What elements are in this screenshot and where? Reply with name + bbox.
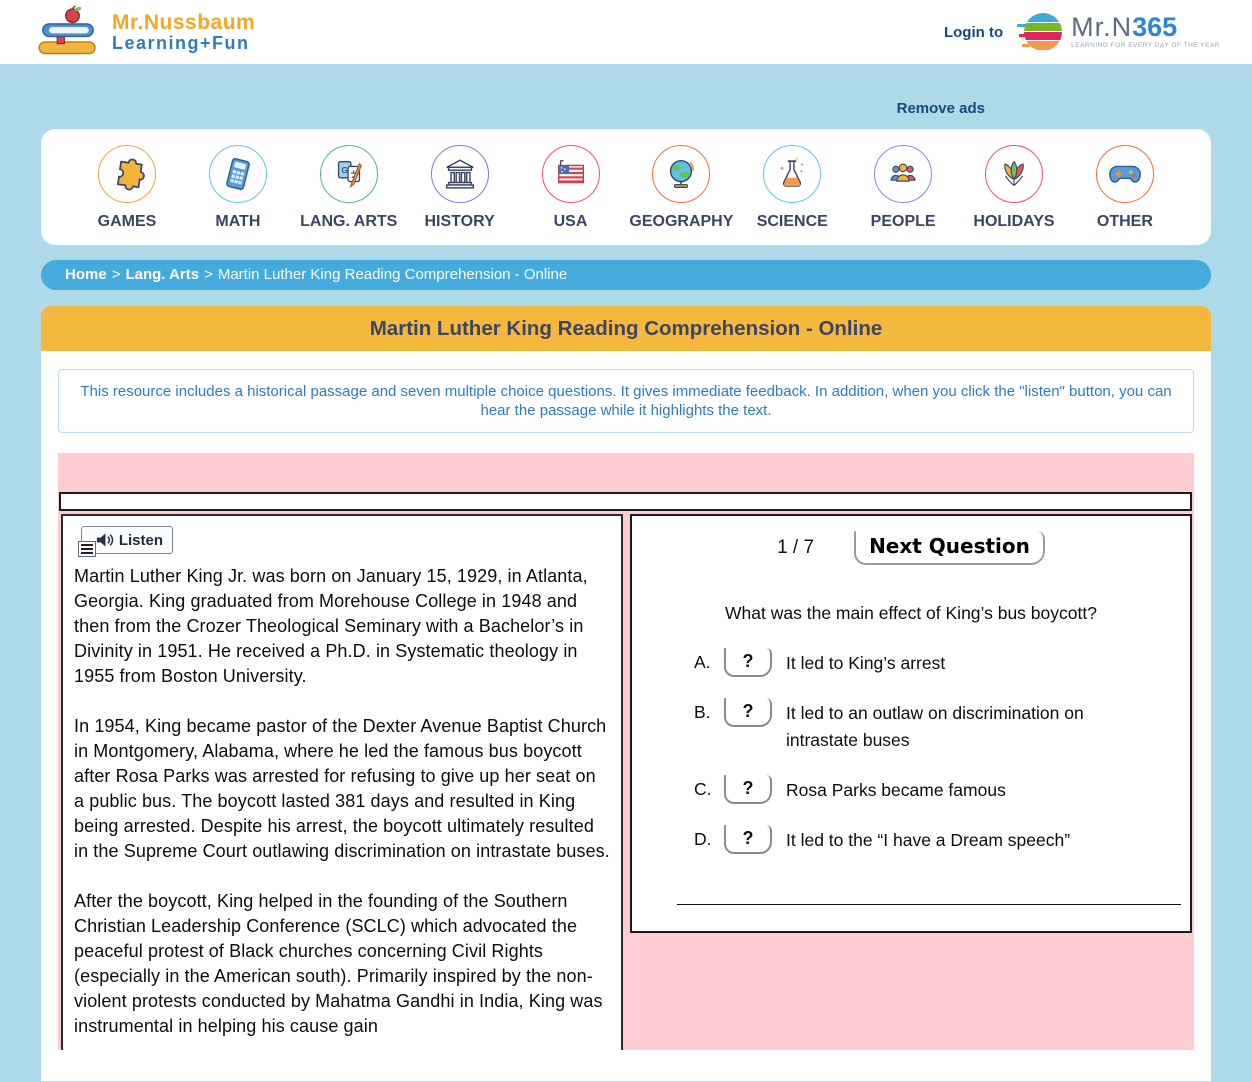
page-title: Martin Luther King Reading Comprehension - Online	[41, 306, 1211, 351]
brand-tagline: Learning+Fun	[112, 32, 250, 53]
answer-option-b	[694, 700, 1190, 754]
books-apple-logo-icon	[32, 5, 104, 59]
mr-nussbaum-logo[interactable]	[32, 5, 255, 59]
nav-item-geography[interactable]	[629, 145, 733, 231]
puzzle-icon	[98, 145, 156, 203]
nav-item-lang-arts[interactable]	[297, 145, 401, 231]
option-text: It led to the “I have a Dream speech”	[786, 830, 1071, 850]
activity-toolbar-strip	[59, 492, 1192, 511]
quiz-panel	[630, 514, 1192, 933]
nav-item-label: PEOPLE	[870, 213, 936, 230]
nav-item-label: HISTORY	[424, 213, 495, 230]
answer-option-d	[694, 827, 1190, 854]
nav-item-label: HOLIDAYS	[973, 213, 1055, 230]
reveal-answer-b-button[interactable]: ?	[724, 698, 772, 727]
mrn365-name-prefix: Mr.N	[1071, 12, 1133, 43]
speaker-icon	[95, 532, 114, 548]
next-question-button[interactable]: Next Question	[854, 531, 1045, 565]
mrn365-text	[1071, 14, 1220, 50]
answer-option-a	[694, 650, 1190, 677]
passage-panel	[61, 514, 623, 1050]
museum-icon	[431, 145, 489, 203]
breadcrumb-home-link[interactable]: Home	[65, 266, 107, 283]
readspeaker-menu-icon[interactable]	[78, 541, 96, 557]
nav-item-label: USA	[553, 213, 588, 230]
category-nav	[41, 129, 1211, 245]
gamepad-icon	[1096, 145, 1154, 203]
content-card	[41, 306, 1211, 1081]
breadcrumb-current: Martin Luther King Reading Comprehension - Online	[217, 266, 568, 283]
flask-icon	[763, 145, 821, 203]
nav-item-people[interactable]	[851, 145, 955, 231]
calculator-icon	[209, 145, 267, 203]
option-letter: D.	[694, 829, 712, 849]
nav-item-science[interactable]	[740, 145, 844, 231]
nav-item-label: SCIENCE	[756, 213, 828, 230]
reveal-answer-d-button[interactable]: ?	[724, 825, 772, 854]
resource-description: This resource includes a historical passage and seven multiple choice questions. It gives immediate feedback. In addition, when you click the "listen" button, you can hear the passage while it highlights the text.	[58, 369, 1194, 433]
nav-item-label: GEOGRAPHY	[629, 213, 734, 230]
nav-item-games[interactable]	[75, 145, 179, 231]
breadcrumb	[41, 260, 1211, 290]
option-letter: B.	[694, 702, 711, 722]
reading-passage	[74, 564, 610, 1039]
nav-item-usa[interactable]	[519, 145, 623, 231]
nav-item-math[interactable]	[186, 145, 290, 231]
translation-cards-icon	[320, 145, 378, 203]
leaves-icon	[985, 145, 1043, 203]
nav-item-history[interactable]	[408, 145, 512, 231]
remove-ads-link[interactable]: Remove ads	[896, 100, 985, 117]
option-text: Rosa Parks became famous	[786, 780, 1006, 800]
breadcrumb-separator: >	[204, 266, 213, 283]
reveal-answer-c-button[interactable]: ?	[724, 775, 772, 804]
nav-item-label: LANG. ARTS	[300, 213, 398, 230]
passage-paragraph: In 1954, King became pastor of the Dexter Avenue Baptist Church in Montgomery, Alabama, where he led the famous bus boycott after Rosa Parks was arrested for refusing to give up her seat on a public bus. The boycott lasted 381 days and resulted in King being arrested. Despite his arrest, the boycott ultimately resulted in the Supreme Court outlawing discrimination on intrastate buses.	[74, 716, 610, 861]
svg-text:G: G	[341, 165, 348, 176]
option-text: It led to an outlaw on discrimination on intrastate buses	[786, 703, 1084, 750]
option-text: It led to King’s arrest	[786, 653, 946, 673]
mrn365-globe-icon	[1017, 9, 1065, 55]
site-header	[0, 0, 1252, 64]
activity-frame	[58, 453, 1194, 1050]
us-flag-icon	[542, 145, 600, 203]
reveal-answer-a-button[interactable]: ?	[724, 648, 772, 677]
brand-text	[112, 12, 255, 53]
quiz-divider	[677, 904, 1181, 905]
answer-option-c	[694, 777, 1190, 804]
listen-button-label: Listen	[118, 531, 163, 549]
nav-item-label: GAMES	[97, 213, 157, 230]
brand-name: Mr.Nussbaum	[112, 10, 256, 34]
listen-button[interactable]	[81, 526, 173, 554]
breadcrumb-section-link[interactable]: Lang. Arts	[125, 266, 200, 283]
question-text: What was the main effect of King’s bus boycott?	[725, 603, 1097, 623]
nav-item-other[interactable]	[1073, 145, 1177, 231]
quiz-header	[632, 531, 1190, 565]
nav-item-label: OTHER	[1096, 213, 1153, 230]
passage-paragraph: After the boycott, King helped in the founding of the Southern Christian Leadership Conference (SCLC) which advocated the peaceful protest of Black churches concerning Civil Rights (especially in the American south). Primarily inspired by the non-violent protests conducted by Mahatma Gandhi in India, King was instrumental in helping his cause gain	[74, 891, 603, 1036]
breadcrumb-separator: >	[111, 266, 121, 283]
nav-item-holidays[interactable]	[962, 145, 1066, 231]
remove-ads-row	[0, 64, 1252, 129]
answer-options	[694, 650, 1190, 854]
mrn365-name-number: 365	[1132, 12, 1178, 43]
login-link[interactable]: Login to	[943, 23, 1004, 41]
mrn365-logo[interactable]	[1017, 9, 1220, 55]
nav-item-label: MATH	[215, 213, 261, 230]
login-area	[944, 9, 1220, 55]
option-letter: C.	[694, 779, 712, 799]
question-progress: 1 / 7	[777, 537, 815, 558]
mrn365-tagline: LEARNING FOR EVERY DAY OF THE YEAR	[1071, 42, 1220, 50]
globe-icon	[652, 145, 710, 203]
option-letter: A.	[694, 652, 711, 672]
passage-paragraph: Martin Luther King Jr. was born on January 15, 1929, in Atlanta, Georgia. King graduated from Morehouse College in 1948 and then from the Crozer Theological Seminary with a Bachelor’s in Divinity in 1951. He received a Ph.D. in Systematic theology in 1955 from Boston University.	[74, 566, 588, 686]
people-icon	[874, 145, 932, 203]
